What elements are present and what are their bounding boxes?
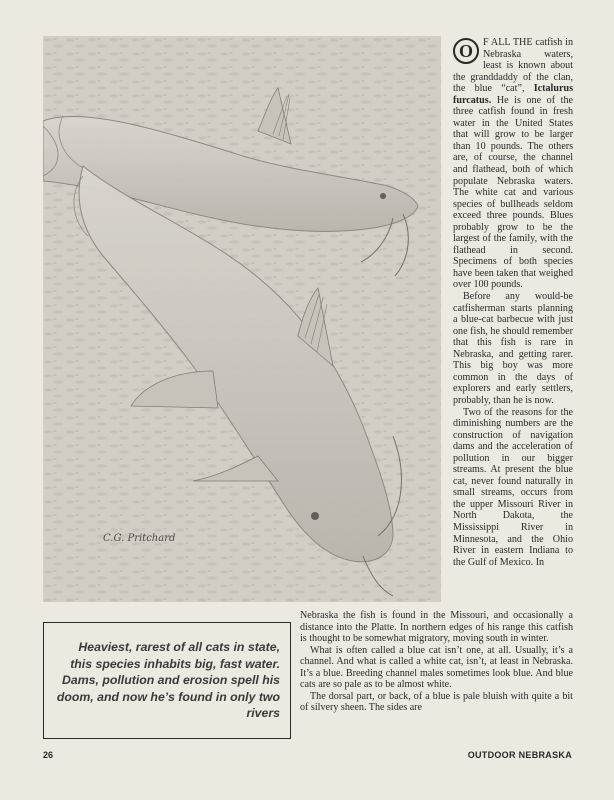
article-paragraph-3: Two of the reasons for the diminishing numbers are the construction of navigation dams and the acceleration of pollution in our bigger streams. At present the blue cat, never found naturally in small streams, occurs from the upper Missouri River in North Dakota, the Mississippi River in Minnesota, and the Ohio River in eastern Indiana to the Gulf of Mexico. In bbox=[453, 406, 573, 568]
page-number: 26 bbox=[43, 750, 54, 760]
artist-signature: C.G. Pritchard bbox=[103, 533, 176, 544]
article-paragraph-2: Before any would-be catfisherman starts planning a blue-cat barbecue with just one fish, he should remember that this fish is rare in Nebraska, and getting rarer. This big boy was more common in the days of explorers and early settlers, probably, than he is now. bbox=[453, 291, 573, 406]
drop-cap: O bbox=[453, 38, 479, 64]
article-paragraph-6: The dorsal part, or back, of a blue is pale bluish with quite a bit of silvery sheen. The sides are bbox=[300, 690, 573, 713]
article-column-right bbox=[453, 37, 573, 568]
article-paragraph-4: Nebraska the fish is found in the Missouri, and occasionally a distance into the Platte. In northern edges of his range this catfish is thought to be somewhat migratory, moving south in winter. bbox=[300, 610, 573, 644]
magazine-name: OUTDOOR NEBRASKA bbox=[467, 750, 572, 760]
article-column-bottom bbox=[300, 610, 573, 714]
scientific-name: Ictalurus furcatus. bbox=[453, 83, 573, 106]
article-lead-text: F ALL THE catfish in Nebraska waters, least is known about the granddaddy of the clan, the blue “cat”, bbox=[453, 37, 573, 95]
caption-text: Heaviest, rarest of all cats in state, this species inhabits big, fast water. Dams, pollution and erosion spell his doom, and now he’s found in only two rivers bbox=[56, 640, 280, 721]
article-text-1b: He is one of the three catfish found in fresh water in the United States that will grow to be larger than 10 pounds. The others are, of course, the channel and flathead, both of which populate Nebraska waters. The white cat and various species of bullheads seldom exceed three pounds. Blues probably grow to be the largest of the family, with the flathead in second. Specimens of both species have been taken that weighed over 100 pounds. bbox=[453, 94, 573, 291]
article-paragraph-5: What is often called a blue cat isn’t one, at all. Usually, it’s a channel. And what is called a white cat, isn’t, at least in Nebraska. It’s a blue. Breeding channel males sometimes look blue. And blue cats are so pale as to be almost white. bbox=[300, 644, 573, 690]
catfish-drawing bbox=[43, 36, 441, 602]
caption-box bbox=[43, 622, 291, 739]
catfish-illustration bbox=[43, 36, 441, 602]
article-paragraph-1 bbox=[453, 37, 573, 291]
